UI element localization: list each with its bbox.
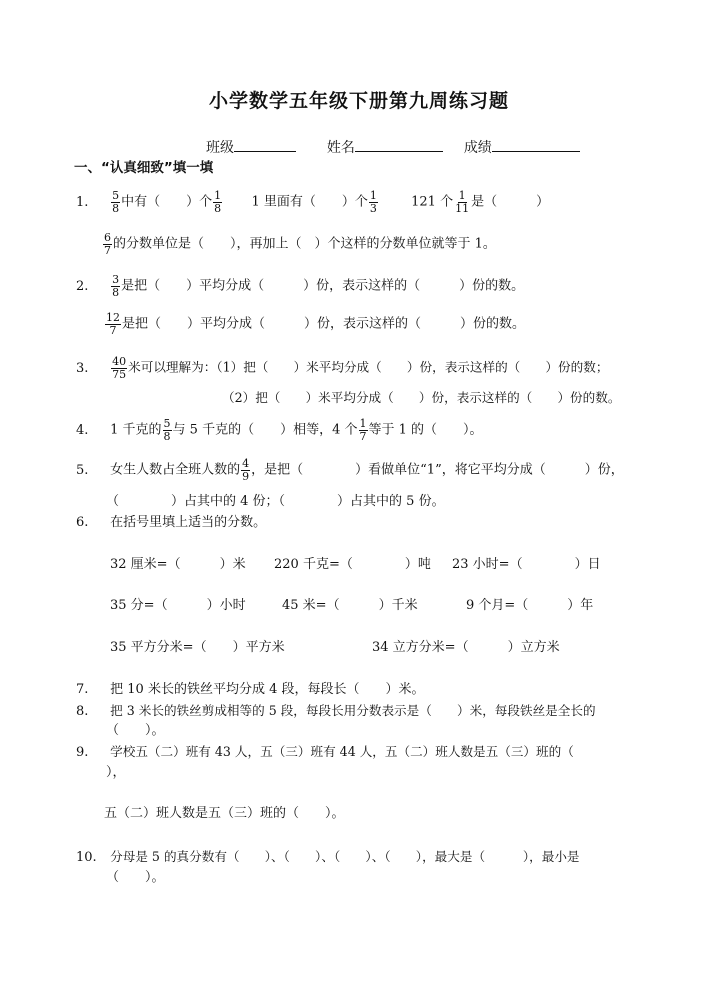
question-text: 米可以理解为：（1）把（ ）米平均分成（ ）份，表示这样的（ ）份的数； xyxy=(128,359,609,375)
question-text: 等于 1 的（ ）。 xyxy=(368,422,483,438)
student-info-header xyxy=(206,138,580,158)
conversion-item: 45 米=（ ）千米 xyxy=(282,598,418,613)
name-label: 姓名 xyxy=(326,140,355,156)
score-label: 成绩 xyxy=(463,140,492,156)
conversion-item: 35 分=（ ）小时 xyxy=(110,598,246,613)
question-9 xyxy=(76,744,574,761)
question-3-line-2: （2）把（ ）米平均分成（ ）份，表示这样的（ ）份的数。 xyxy=(222,390,621,405)
fraction: $\frac{5}{8}$ xyxy=(163,417,171,443)
fraction: $\frac{6}{7}$ xyxy=(104,231,111,257)
question-4 xyxy=(76,418,483,442)
fraction: $\frac{12}{7}$ xyxy=(106,311,120,337)
question-number: 6. xyxy=(76,515,89,530)
question-number: 4. xyxy=(76,422,89,438)
question-5 xyxy=(76,458,624,482)
question-text: 是把（ ）平均分成（ ）份，表示这样的（ ）份的数。 xyxy=(122,316,526,332)
conversion-item: 220 千克=（ ）吨 xyxy=(274,557,431,572)
fraction: $\frac{1}{11}$ xyxy=(455,189,470,215)
question-1-line-2 xyxy=(102,232,496,256)
conversion-item: 23 小时=（ ）日 xyxy=(452,557,601,572)
section-heading: 一、“认真细致”填一填 xyxy=(74,160,214,176)
class-field[interactable] xyxy=(234,138,296,152)
question-number: 10. xyxy=(76,850,97,865)
question-text: 分母是 5 的真分数有（ ）、（ ）、（ ）、（ ），最大是（ ），最小是 xyxy=(110,849,580,864)
question-5-line-2: （ ）占其中的 4 份；（ ）占其中的 5 份。 xyxy=(106,494,445,509)
question-text: ，是把（ ）看做单位“1”，将它平均分成（ ）份， xyxy=(251,462,624,478)
question-text: 学校五（二）班有 43 人，五（三）班有 44 人，五（二）班人数是五（三）班的（ xyxy=(110,744,574,759)
fraction: $\frac{1}{3}$ xyxy=(369,189,377,215)
name-field[interactable] xyxy=(355,138,443,152)
question-number: 3. xyxy=(76,360,89,376)
fraction: $\frac{40}{75}$ xyxy=(112,355,127,381)
question-8 xyxy=(76,703,596,720)
question-text: 的分数单位是（ ），再加上（ ）个这样的分数单位就等于 1。 xyxy=(113,236,496,252)
question-9-line-2: ）， xyxy=(106,765,126,780)
conversion-item: 35 平方分米=（ ）平方米 xyxy=(110,640,285,655)
fraction: $\frac{1}{7}$ xyxy=(359,417,367,443)
question-text: 121 个 xyxy=(411,194,454,210)
question-text: 把 3 米长的铁丝剪成相等的 5 段，每段长用分数表示是（ ）米，每段铁丝是全长的 xyxy=(110,703,596,718)
question-number: 5. xyxy=(76,462,89,478)
question-text: 把 10 米长的铁丝平均分成 4 段，每段长（ ）米。 xyxy=(110,682,425,697)
conversion-item: 9 个月=（ ）年 xyxy=(466,598,594,613)
question-6 xyxy=(76,515,266,531)
page-title: 小学数学五年级下册第九周练习题 xyxy=(208,90,509,112)
score-field[interactable] xyxy=(492,138,580,152)
question-text: 是（ ） xyxy=(471,194,550,210)
question-9-line-3: 五（二）班人数是五（三）班的（ ）。 xyxy=(104,806,345,821)
conversion-item: 34 立方分米=（ ）立方米 xyxy=(372,640,560,655)
question-text: 1 里面有（ ）个 xyxy=(251,194,368,210)
class-label: 班级 xyxy=(206,140,234,156)
conversion-item: 32 厘米=（ ）米 xyxy=(110,557,246,572)
question-10-line-2: （ ）。 xyxy=(106,870,165,885)
question-8-line-2: （ ）。 xyxy=(106,723,165,738)
question-number: 8. xyxy=(76,704,89,719)
question-7 xyxy=(76,682,424,698)
fraction: $\frac{5}{8}$ xyxy=(112,189,120,215)
question-text: 是把（ ）平均分成（ ）份，表示这样的（ ）份的数。 xyxy=(121,278,525,294)
question-2 xyxy=(76,274,524,298)
question-number: 2. xyxy=(76,278,89,294)
question-text: 在括号里填上适当的分数。 xyxy=(110,515,267,530)
fraction: $\frac{1}{8}$ xyxy=(214,189,222,215)
question-text: 女生人数占全班人数的 xyxy=(110,462,241,478)
question-2-line-2 xyxy=(104,312,525,336)
fraction: $\frac{3}{8}$ xyxy=(112,273,120,299)
question-text: 中有（ ）个 xyxy=(121,194,213,210)
question-number: 9. xyxy=(76,745,89,760)
fraction: $\frac{4}{9}$ xyxy=(242,457,250,483)
question-number: 1. xyxy=(76,194,89,210)
question-text: 1 千克的 xyxy=(110,422,162,438)
question-number: 7. xyxy=(76,682,89,697)
question-1 xyxy=(76,190,549,214)
question-3 xyxy=(76,356,608,380)
question-10 xyxy=(76,849,580,866)
question-text: 与 5 千克的（ ）相等，4 个 xyxy=(172,422,358,438)
